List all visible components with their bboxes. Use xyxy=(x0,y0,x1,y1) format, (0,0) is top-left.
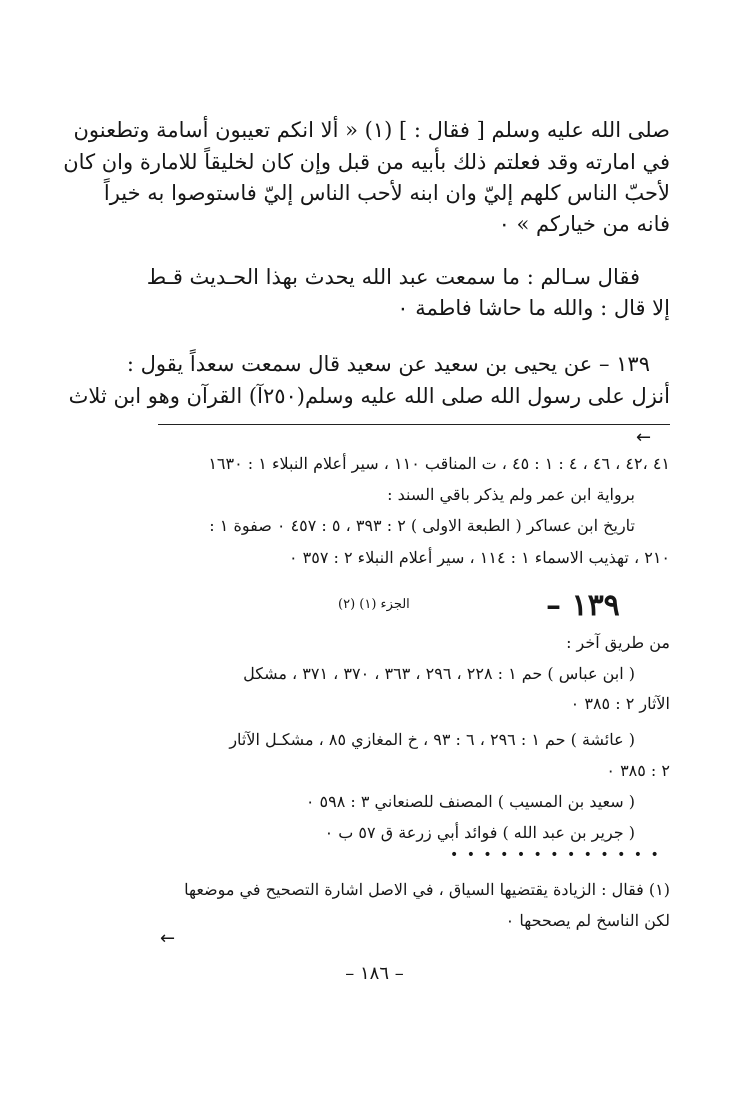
note-line: ( عائشة ) حم ١ : ٢٩٦ ، ٦ : ٩٣ ، خ المغازي ٨٥ ، مشكـل الآثار xyxy=(229,730,635,749)
note-line: ( ابن عباس ) حم ١ : ٢٢٨ ، ٢٩٦ ، ٣٦٣ ، ٣٧٠ ، ٣٧١ ، مشكل xyxy=(243,664,635,683)
text-line: أنزل على رسول الله صلى الله عليه وسلم(٢٥٠آ) القرآن وهو ابن ثلاث xyxy=(68,384,670,408)
text-line: صلى الله عليه وسلم [ فقال : ] (١) « ألا انكم تعيبون أسامة وتطعنون xyxy=(73,118,670,142)
note-line: ٢ : ٣٨٥ ٠ xyxy=(606,761,670,780)
note-line: الآثار ٢ : ٣٨٥ ٠ xyxy=(570,694,670,713)
note-line: من طريق آخر : xyxy=(566,633,670,652)
page-number: – ١٨٦ – xyxy=(345,963,404,984)
footnote-line: لكن الناسخ لم يصححها ٠ xyxy=(505,911,670,930)
arrow-icon: ← xyxy=(160,928,176,949)
footnote-line: (١) فقال : الزيادة يقتضيها السياق ، في الاصل اشارة التصحيح في موضعها xyxy=(184,880,670,899)
note-line: ( جرير بن عبد الله ) فوائد أبي زرعة ق ٥٧ ب ٠ xyxy=(324,823,635,842)
section-label: الجزء (١) (٢) xyxy=(338,597,410,612)
section-number: ١٣٩ – xyxy=(546,588,620,623)
text-line: لأحبّ الناس كلهم إليّ وان ابنه لأحب الناس إليّ فاستوصوا به خيراً xyxy=(103,181,670,205)
note-line: ٢١٠ ، تهذيب الاسماء ١ : ١١٤ ، سير أعلام النبلاء ٢ : ٣٥٧ ٠ xyxy=(288,548,670,567)
note-line: تاريخ ابن عساكر ( الطبعة الاولى ) ٢ : ٣٩٣ ، ٥ : ٤٥٧ ٠ صفوة ١ : xyxy=(209,516,635,535)
text-line: ١٣٩ – عن يحيى بن سعيد عن سعيد قال سمعت سعداً يقول : xyxy=(126,352,650,376)
arrow-icon: ← xyxy=(636,427,652,448)
separator-rule xyxy=(158,424,670,425)
text-line: فقال سـالم : ما سمعت عبد الله يحدث بهذا الحـديث قـط xyxy=(146,265,640,289)
note-line: برواية ابن عمر ولم يذكر باقي السند : xyxy=(387,485,635,504)
text-line: إلا قال : والله ما حاشا فاطمة ٠ xyxy=(397,296,670,320)
text-line: في امارته وقد فعلتم ذلك بأبيه من قبل وإن كان لخليقاً للامارة وان كان xyxy=(63,150,670,174)
note-line: ( سعيد بن المسيب ) المصنف للصنعاني ٣ : ٥٩٨ ٠ xyxy=(305,792,635,811)
note-line: ٤١ ،٤٢ ، ٤٦ ، ٤ : ١ : ٤٥ ، ت المناقب ١١٠ ، سير أعلام النبلاء ١ : ١٦٣٠ xyxy=(208,454,670,473)
text-line: فانه من خياركم » ٠ xyxy=(498,212,670,236)
dotted-separator: • • • • • • • • • • • • • xyxy=(450,847,661,863)
